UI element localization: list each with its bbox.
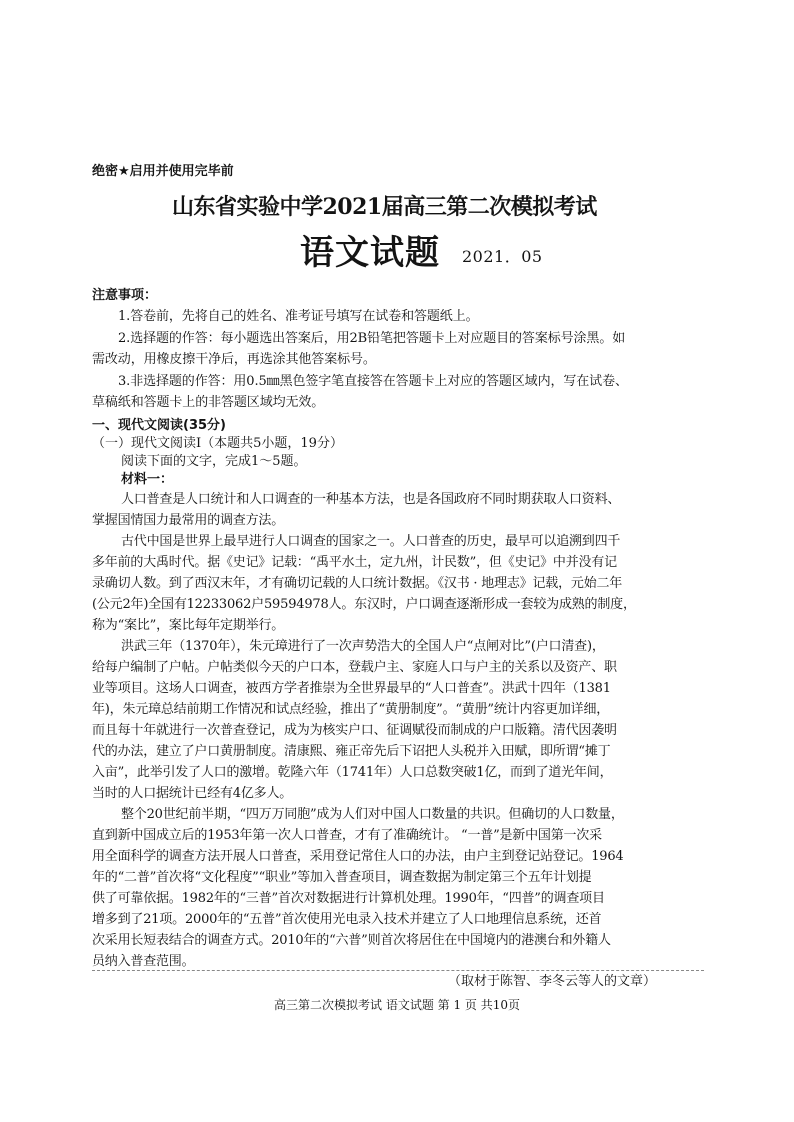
- material-label: 材料一：: [121, 472, 174, 487]
- notice-line: 2.选择题的作答：每小题选出答案后，用2B铅笔把答题卡上对应题目的答案标号涂黑。如: [118, 331, 626, 346]
- passage-line: 洪武三年（1370年），朱元璋进行了一次声势浩大的全国人户“点闸对比”(户口清查)，: [121, 639, 605, 654]
- passage-line: 用全面科学的调查方法开展人口普查，采用登记常住人口的办法，由户主到登记站登记。1964: [92, 849, 624, 864]
- passage-line: 入亩”，此举引发了人口的激增。乾隆六年（1741年）人口总数突破1亿，而到了道光年间，: [92, 765, 613, 780]
- subject-title: 语文试题: [300, 233, 440, 273]
- passage-line: 年)，朱元璋总结前期工作情况和试点经验，推出了“黄册制度”。“黄册”统计内容更加详细，: [92, 702, 610, 717]
- instruction-text: 阅读下面的文字，完成1～5题。: [121, 454, 307, 469]
- passage-line: (公元2年)全国有12233062户59594978人。东汉时，户口调查逐渐形成一套较为成熟的制度，: [92, 597, 636, 612]
- passage-line: 年的“二普”首次将“文化程度”“职业”等加入普查项目，调查数据为制定第三个五年计划提: [92, 870, 592, 885]
- notice-line: 3.非选择题的作答：用0.5㎜黑色签字笔直接答在答题卡上对应的答题区域内，写在试卷、: [118, 374, 628, 389]
- passage-line: 录确切人数。到了西汉末年，才有确切记载的人口统计数据。《汉书 · 地理志》记载，元始二年: [92, 576, 623, 591]
- passage-line: 古代中国是世界上最早进行人口调查的国家之一。人口普查的历史，最早可以追溯到四千: [121, 534, 621, 549]
- notice-line: 需改动，用橡皮擦干净后，再选涂其他答案标号。: [92, 352, 376, 367]
- passage-line: 增多到了21项。2000年的“五普”首次使用光电录入技术并建立了人口地理信息系统，还首: [92, 912, 602, 927]
- passage-line: 称为“案比”，案比每年定期举行。: [92, 618, 285, 633]
- notice-line: 1.答卷前，先将自己的姓名、准考证号填写在试卷和答题纸上。: [118, 309, 479, 324]
- passage-line: 代的办法，建立了户口黄册制度。清康熙、雍正帝先后下诏把人头税并入田赋，即所谓“摊丁: [92, 744, 611, 759]
- passage-line: 人口普查是人口统计和人口调查的一种基本方法，也是各国政府不同时期获取人口资料、: [121, 492, 621, 507]
- passage-line: 整个20世纪前半期，“四万万同胞”成为人们对中国人口数量的共识。但确切的人口数量，: [121, 807, 624, 822]
- exam-date: 2021．05: [462, 247, 543, 266]
- passage-line: 多年前的大禹时代。据《史记》记载：“禹平水土，定九州，计民数”，但《史记》中并没有记: [92, 555, 617, 570]
- passage-line: 当时的人口据统计已经有4亿多人。: [92, 786, 293, 801]
- passage-last-line: 员纳入普查范围。: [92, 954, 195, 969]
- passage-line: 直到新中国成立后的1953年第一次人口普查，才有了准确统计。 “一普”是新中国第一次采: [92, 828, 602, 843]
- passage-line: 给每户编制了户帖。户帖类似今天的户口本，登载户主、家庭人口与户主的关系以及资产、职: [92, 660, 617, 675]
- divider: [92, 970, 704, 971]
- notice-heading: 注意事项：: [92, 288, 158, 303]
- confidential-label: 绝密★启用并使用完毕前: [92, 164, 234, 179]
- exam-title: 山东省实验中学2021届高三第二次模拟考试: [172, 194, 597, 220]
- section-heading: 一、现代文阅读(35分): [92, 418, 226, 433]
- passage-line: 掌握国情国力最常用的调查方法。: [92, 513, 285, 528]
- passage-line: 供了可靠依据。1982年的“三普”首次对数据进行计算机处理。1990年，“四普”的调查项目: [92, 891, 605, 906]
- passage-line: 次采用长短表结合的调查方式。2010年的“六普”则首次将居住在中国境内的港澳台和外籍人: [92, 933, 611, 948]
- passage-line: 而且每十年就进行一次普查登记，成为为核实户口、征调赋役而制成的户口版籍。清代因袭明: [92, 723, 617, 738]
- subsection-heading: （一）现代文阅读Ⅰ（本题共5小题，19分）: [92, 436, 343, 451]
- passage-line: 业等项目。这场人口调查，被西方学者推崇为全世界最早的“人口普查”。洪武十四年（1381: [92, 681, 611, 696]
- page-footer: 高三第二次模拟考试 语文试题 第 1 页 共10页: [274, 998, 520, 1012]
- source-citation: （取材于陈智、李冬云等人的文章）: [447, 974, 656, 989]
- notice-line: 草稿纸和答题卡上的非答题区域均无效。: [92, 395, 325, 410]
